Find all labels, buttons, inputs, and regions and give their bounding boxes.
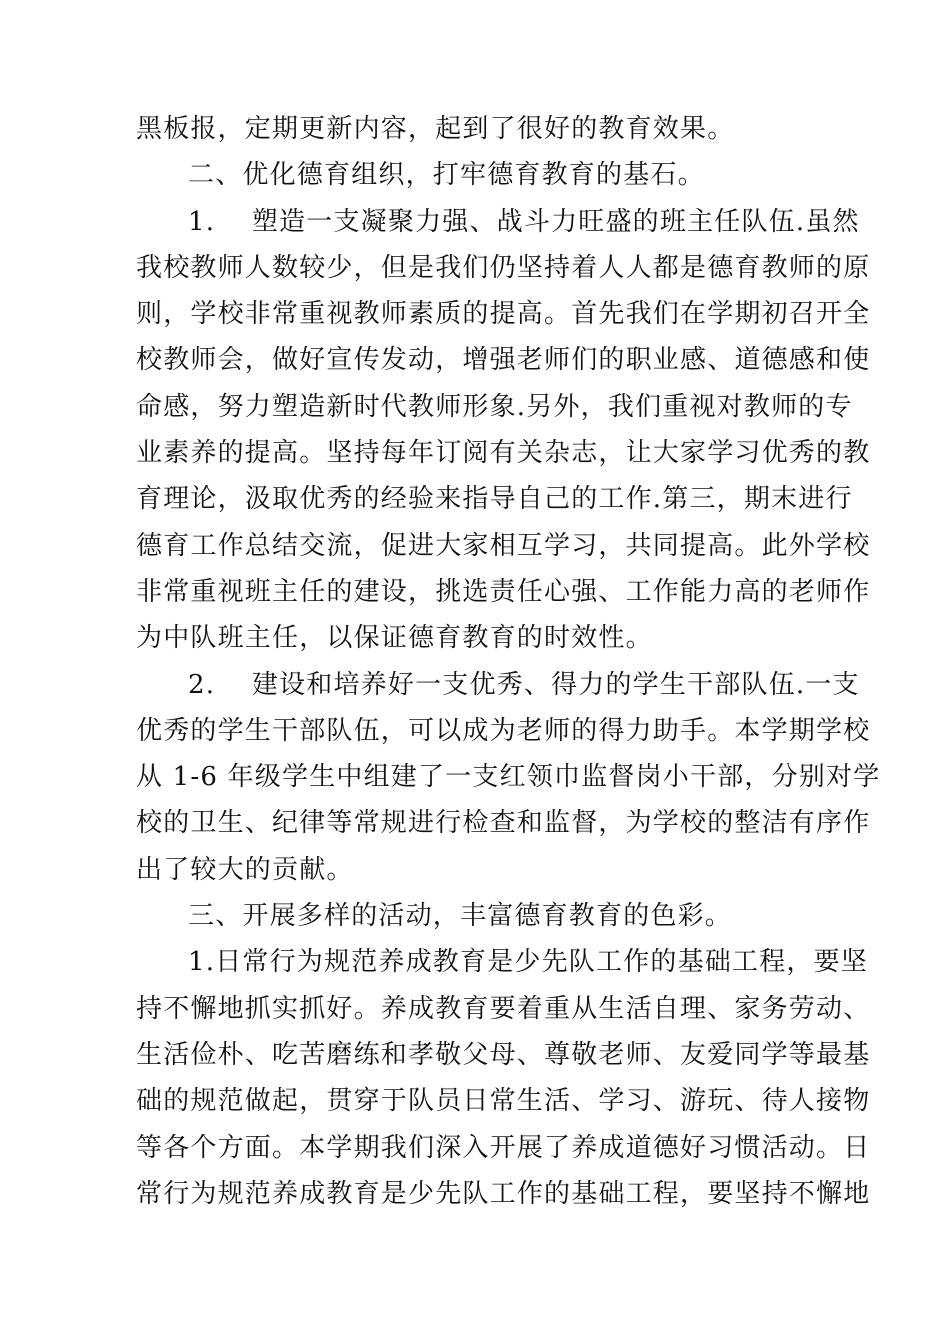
text-line: 1. 塑造一支凝聚力强、战斗力旺盛的班主任队伍.虽然 [188, 206, 860, 237]
text-line: 非常重视班主任的建设，挑选责任心强、工作能力高的老师作 [136, 576, 871, 607]
document-body [136, 106, 881, 1217]
text-line: 从 1-6 年级学生中组建了一支红领巾监督岗小干部，分别对学 [136, 762, 881, 793]
text-line: 育理论，汲取优秀的经验来指导自己的工作.第三，期末进行 [136, 484, 853, 515]
text-line: 二、优化德育组织，打牢德育教育的基石。 [188, 160, 705, 191]
text-line: 1.日常行为规范养成教育是少先队工作的基础工程，要坚 [188, 947, 869, 978]
text-line: 命感，努力塑造新时代教师形象.另外，我们重视对教师的专 [136, 391, 853, 422]
text-line: 础的规范做起，贯穿于队员日常生活、学习、游玩、待人接物 [136, 1086, 871, 1117]
text-line: 持不懈地抓实抓好。养成教育要着重从生活自理、家务劳动、 [136, 993, 871, 1024]
text-line: 业素养的提高。坚持每年订阅有关杂志，让大家学习优秀的教 [136, 438, 871, 469]
text-line: 德育工作总结交流，促进大家相互学习，共同提高。此外学校 [136, 530, 871, 561]
text-line: 校教师会，做好宣传发动，增强老师们的职业感、道德感和使 [136, 345, 871, 376]
text-line: 优秀的学生干部队伍，可以成为老师的得力助手。本学期学校 [136, 715, 871, 746]
text-line: 我校教师人数较少，但是我们仍坚持着人人都是德育教师的原 [136, 252, 871, 283]
text-line: 常行为规范养成教育是少先队工作的基础工程，要坚持不懈地 [136, 1178, 871, 1209]
text-line: 2. 建设和培养好一支优秀、得力的学生干部队伍.一支 [188, 669, 860, 700]
text-line: 出了较大的贡献。 [136, 854, 354, 885]
text-line: 校的卫生、纪律等常规进行检查和监督，为学校的整洁有序作 [136, 808, 871, 839]
text-line: 等各个方面。本学期我们深入开展了养成道德好习惯活动。日 [136, 1132, 871, 1163]
text-line: 生活俭朴、吃苦磨练和孝敬父母、尊敬老师、友爱同学等最基 [136, 1039, 871, 1070]
text-line: 为中队班主任，以保证德育教育的时效性。 [136, 623, 653, 654]
text-line: 三、开展多样的活动，丰富德育教育的色彩。 [188, 901, 733, 932]
text-line: 则，学校非常重视教师素质的提高。首先我们在学期初召开全 [136, 299, 871, 330]
text-line: 黑板报，定期更新内容，起到了很好的教育效果。 [136, 114, 735, 144]
